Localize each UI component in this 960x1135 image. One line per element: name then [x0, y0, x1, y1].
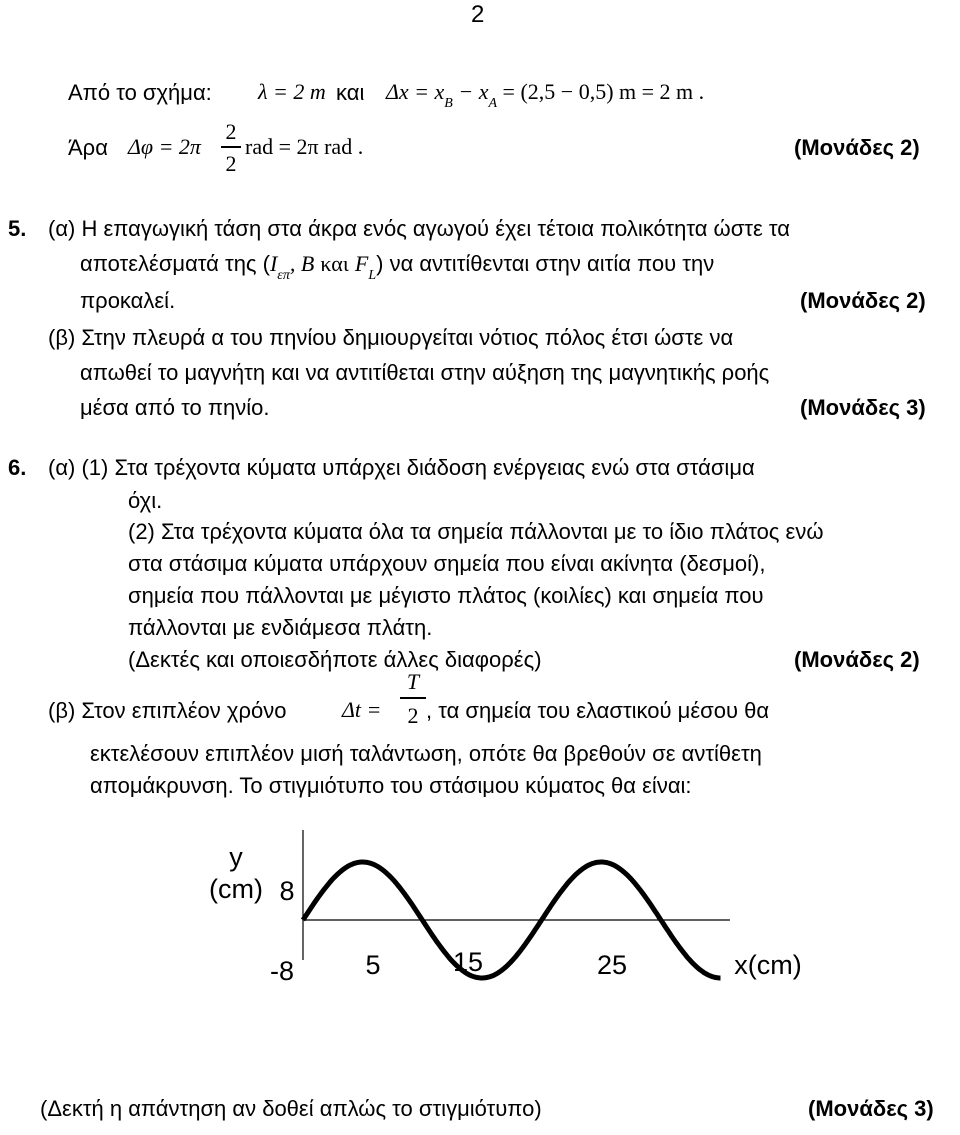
q6b-line2: εκτελέσουν επιπλέον μισή ταλάντωση, οπότε θα βρεθούν σε αντίθετη [90, 741, 762, 766]
y-label: y [229, 842, 243, 872]
q5-number: 5. [8, 216, 27, 241]
q5b-line2: απωθεί το μαγνήτη και να αντιτίθεται στην αύξηση της μαγνητικής ροής [80, 360, 770, 385]
page-number: 2 [471, 1, 485, 28]
q6-number: 6. [8, 455, 27, 480]
line2-ara: Άρα [68, 135, 108, 160]
x-label: x(cm) [734, 950, 802, 980]
F-sub: L [368, 268, 377, 283]
dt-num: T [406, 669, 420, 694]
I-sub: επ [277, 268, 290, 283]
q6a2-line4: πάλλονται με ενδιάμεσα πλάτη. [128, 615, 433, 640]
dx-minus: − x [452, 79, 489, 104]
dphi-den: 2 [225, 151, 237, 176]
y-unit: (cm) [209, 874, 263, 904]
x-tick-15: 15 [452, 947, 484, 977]
dx-rest: = (2,5 − 0,5) m = 2 m . [497, 79, 705, 104]
dt-eq: Δt = [342, 697, 382, 722]
dt-den: 2 [407, 703, 419, 728]
line2-points: (Μονάδες 2) [794, 135, 920, 160]
line1-kai: και [336, 80, 365, 105]
q6b-points: (Μονάδες 3) [808, 1096, 934, 1121]
dx-expression [386, 79, 705, 111]
wave-chart [0, 830, 960, 1030]
q6a1-line1: (α) (1) Στα τρέχοντα κύματα υπάρχει διάδοση ενέργειας ενώ στα στάσιμα [48, 455, 755, 480]
dphi-num: 2 [225, 119, 237, 144]
q5b-line3: μέσα από το πηνίο. [80, 395, 270, 420]
q6b-pre: (β) Στον επιπλέον χρόνο [48, 698, 287, 723]
lambda-eq: λ = 2 m [258, 79, 326, 104]
dphi-eq: Δφ = 2π [128, 134, 201, 159]
xA-sub: A [488, 96, 498, 111]
q6a-points: (Μονάδες 2) [794, 647, 920, 672]
xB-sub: B [444, 96, 453, 111]
dt-frac-bar [400, 697, 426, 699]
q6a1-line2: όχι. [128, 488, 163, 513]
y-tick-min: -8 [269, 956, 295, 986]
q5a-points: (Μονάδες 2) [800, 288, 926, 313]
x-tick-25: 25 [596, 950, 628, 980]
q5b-points: (Μονάδες 3) [800, 395, 926, 420]
q6a2-line3: σημεία που πάλλονται με μέγιστο πλάτος (κοιλίες) και σημεία που [128, 583, 764, 608]
q5a-pre: αποτελέσματά της ( [80, 251, 270, 276]
q6b-post: , τα σημεία του ελαστικού μέσου θα [426, 698, 770, 723]
lambda-expression [258, 81, 326, 103]
x-tick-5: 5 [365, 950, 381, 980]
q6a2-line5: (Δεκτές και οποιεσδήποτε άλλες διαφορές) [128, 647, 542, 672]
q5a-line3: προκαλεί. [80, 288, 176, 313]
q6a2-line1: (2) Στα τρέχοντα κύματα όλα τα σημεία πάλλονται με το ίδιο πλάτος ενώ [128, 519, 824, 544]
q5a-post: ) να αντιτίθενται στην αιτία που την [376, 251, 715, 276]
q5a-line1: (α) Η επαγωγική τάση στα άκρα ενός αγωγού έχει τέτοια πολικότητα ώστε τα [48, 216, 791, 241]
I-symbol: I [269, 251, 278, 276]
line1-intro: Από το σχήμα: [68, 80, 212, 105]
B-symbol: , B [289, 251, 315, 276]
q5b-line1: (β) Στην πλευρά α του πηνίου δημιουργείται νότιος πόλος έτσι ώστε να [48, 325, 734, 350]
dphi-frac-bar [221, 146, 241, 148]
dphi-rest: rad = 2π rad . [245, 134, 364, 159]
q6b-line3: απομάκρυνση. Το στιγμιότυπο του στάσιμου κύματος θα είναι: [90, 773, 692, 798]
dx-eq: Δx = x [386, 79, 445, 104]
q5a-kai: και [320, 251, 349, 276]
final-note: (Δεκτή η απάντηση αν δοθεί απλώς το στιγμιότυπο) [40, 1096, 542, 1121]
y-tick-max: 8 [279, 876, 295, 906]
q6a2-line2: στα στάσιμα κύματα υπάρχουν σημεία που είναι ακίνητα (δεσμοί), [128, 551, 766, 576]
F-symbol: F [354, 251, 369, 276]
